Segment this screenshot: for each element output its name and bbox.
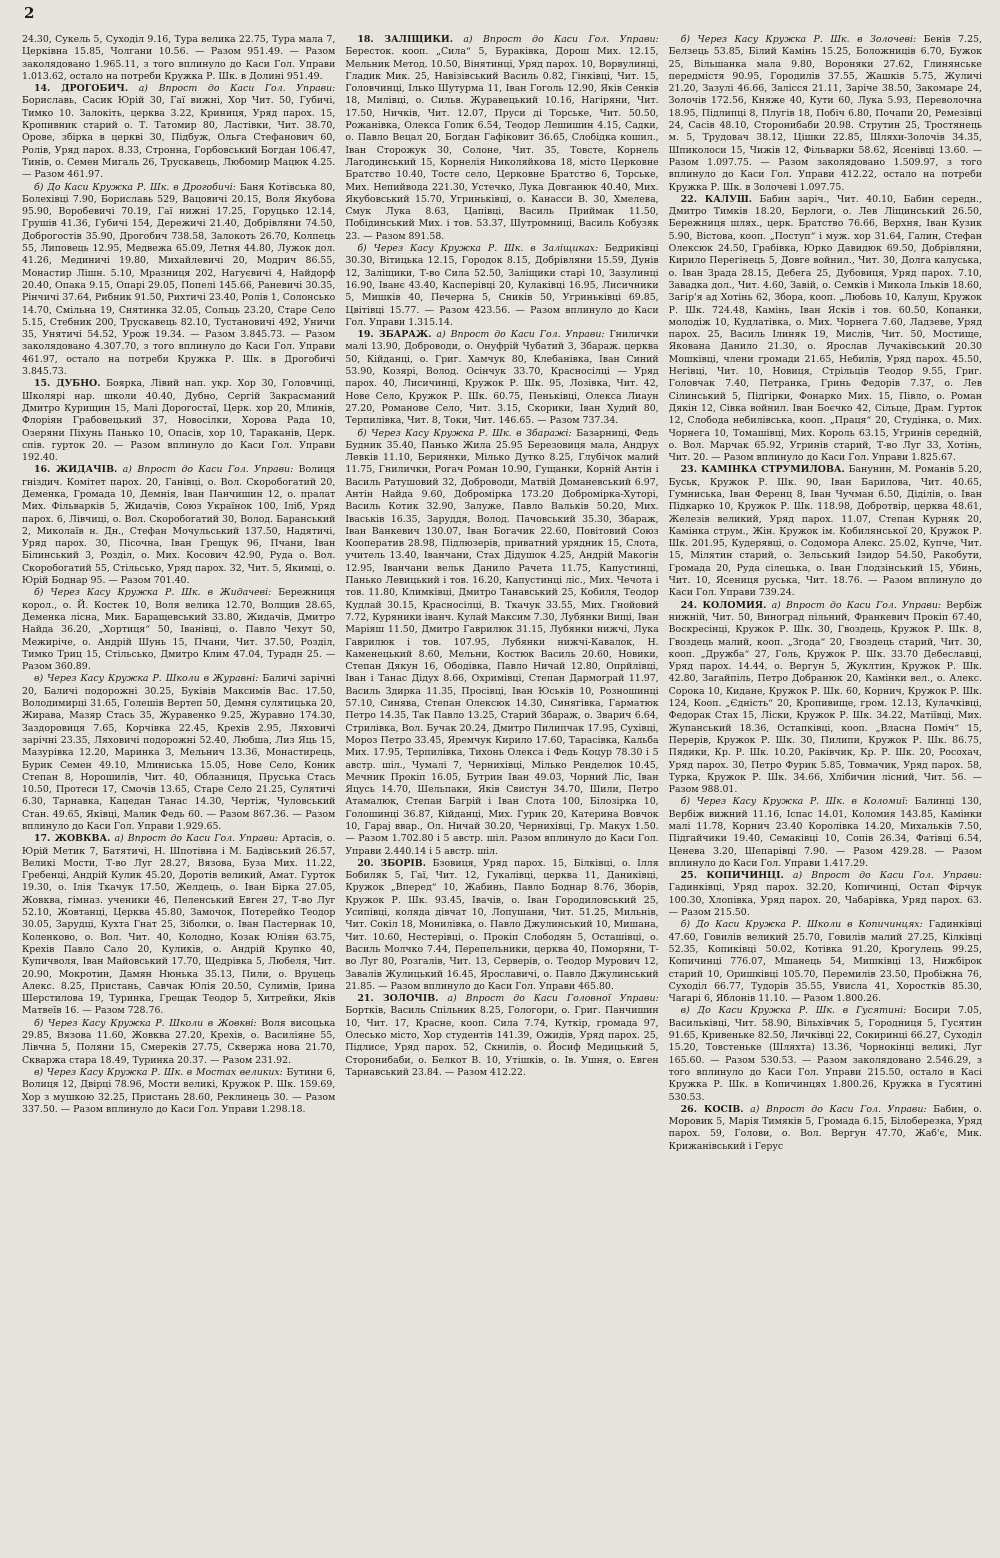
paragraph	[345, 993, 658, 1079]
paragraph-text: Артасів, о. Юрій Метик 7, Батятичі, Н. Шпотівна і М. Бадівський 26.57, Великі Мости, Т-во Луг 28.27, Вязова, Буза Мих. 11.22, Гребенці, Андрій Кулик 45.20, Доротів великий, Амат. Гуртoк 19.30, о. Ілія Ткачук 17.50, Желдець, о. Іван Бірка 27.05, Жовква, гімназ. ученики 46, Пеленський Евген 27, Т-во Луг 52.10, Жовтанці, Церква 45.80, Замочок, Потерейко Теодор 30.05, Зарудці, Кухта Гнат 25, Зіболки, о. Іван Пастернак 10, Коленково, о. Вол. Чит. 40, Колодно, Козак Юліян 63.75, Крехів Павло Сало 20, Куликів, о. Андрій Крупко 40, Купичволя, Іван Майовський 17.70, Щедрівка 5, Любеля, Чит. 20.90, Мокротин, Дамян Нюнька 35.13, Пили, о. Вруцець Алекс. 8.25, Пристань, Савчак Юлія 20.50, Сулимів, Ірина Шерстилова 19, Туринка, Грещак Теодор 5, Хитрейки, Яків Матвеїв 16. — Разом 728.76.	[22, 833, 336, 1017]
paragraph	[669, 919, 982, 1005]
paragraph	[22, 587, 335, 673]
section-heading: 25. КОПИЧИНЦІ.	[680, 870, 784, 882]
paragraph-text: Босири 7.05, Васильківці, Чит. 58.90, Вільхівчик 5, Городниця 5, Гусятин 91.65, Кривеньке 82.50, Личківці 22, Сокиринці 66.27, Суходіл 15.20, Товстеньке (Шляхта) 13.36, Чорнокінці великі, Луг 165.60. — Разом 530.53. — Разом заколядовано 2.546.29, з того вплинуло до Каси Гол. Управи 215.50, остало в Касі Кружка Р. Шк. в Копичинцях 1.800.26, Кружка в Гусятині 530.53.	[668, 1005, 982, 1103]
paragraph	[22, 378, 335, 464]
paragraph-text: Банунин, М. Романів 5.20, Буськ, Кружок Р. Шк. 90, Іван Барилова, Чит. 40.65, Гумниська, Іван Ференц 8, Іван Чучман 6.50, Діділів, о. Іван Підкарко 10, Кружок Р. Шк. 118.98, Добротвір, церква 48.61, Железів великий, Уряд парох. 11.07, Степан Курняк 20, Камінка струм., Жін. Кружок ім. Кобилянської 20, Кружок Р. Шк. 201.95, Кудерявці, о. Содомора Алекс. 25.02, Купче, Чит. 15, Мілятин старий, о. Зельський Ізидор 54.50, Ракобути, Громада 20, Руда сілецька, о. Іван Глодзінський 15, Убинь, Чит. 10, Ясениця руська, Чит. 18.76. — Разом вплинуло до Каси Гол. Управи 739.24.	[668, 464, 982, 599]
text-columns	[22, 34, 982, 1550]
section-heading: 18. ЗАЛІЩИКИ.	[357, 34, 453, 45]
paragraph	[669, 1104, 982, 1153]
section-heading: 19. ЗБАРАЖ.	[357, 329, 432, 341]
section-heading: 14. ДРОГОБИЧ.	[34, 83, 129, 95]
paragraph-text: Бережниця корол., о. Й. Костек 10, Воля велика 12.70, Волщив 28.65, Деменка лісна, Мик. Баращевський 33.80, Жидачів, Дмитро Найда 36.20, „Хортиця“ 50, Іванівці, о. Павло Чехут 50, Межиріче, о. Андрій Шунь 15, Пчани, Чит. 37.50, Розділ, Тимко Триц 15, Стільсько, Дмитро Клим 47.04, Турадн 25. — Разом 360.89.	[22, 587, 336, 673]
paragraph	[22, 83, 335, 181]
paragraph-text: Бедриківці 30.30, Вітицька 12.15, Городок 8.15, Добрівляни 15.59, Дунів 12, Заліщики, Т-во Сила 52.50, Заліщики старі 10, Зазулинці 16.90, Іванє 43.40, Касперівці 20, Кулаківці 16.95, Лисичники 5, Мишків 40, Печерна 5, Сників 50, Угриньківці 69.85, Цвітівці 15.77. — Разом 423.56. — Разом вплинуло до Каси Гол. Управи 1.315.14.	[345, 243, 659, 328]
paragraph	[22, 1067, 335, 1116]
paragraph	[669, 1005, 982, 1103]
paragraph-text: 24.30, Сукель 5, Суходіл 9.16, Тура велика 22.75, Тура мала 7, Церківна 15.85, Чолгани 10.56. — Разом 951.49. — Разом заколядовано 1.965.11, з того вплинуло до Каси Гол. Управи 1.013.62, остало на потреби Кружка Р. Шк. в Долині 951.49.	[22, 34, 336, 82]
column-1	[22, 34, 335, 1550]
paragraph-text: Вербіж нижній, Чит. 50, Виноград пільний, Франкевич Прокіп 67.40, Воскресінці, Кружок Р. Шк. 30, Гвоздець, Кружок Р. Шк. 8, Гвоздець малий, коoп. „Згода“ 20, Гвоздець старий, Чит. 30, коoп. „Дружба“ 27, Голь, Кружок Р. Шк. 33.70 Дебеславці, Уряд парох. 14.44, о. Вергун 5, Жуклтин, Кружок Р. Шк. 42.80, Загайпіль, Петро Добранюк 20, Камінки вел., о. Алекс. Сорока 10, Кидане, Кружок Р. Шк. 60, Корнич, Кружок Р. Шк. 124, Коoп. „Єдність“ 20, Кропивище, гром. 12.13, Кулачківці, Федорак Стах 15, Ліски, Кружок Р. Шк. 34.22, Матіївці, Мих. Жупанський 18.36, Остапківці, коoп. „Власна Поміч“ 15, Перерів, Кружок Р. Шк. 30, Пилипи, Кружок Р. Шк. 86.75, Пядики, Кр. Р. Шк. 10.20, Раківчик, Кр. Р. Шк. 20, Росохач, Уряд парох. 30, Петро Фурик 5.85, Товмачик, Уряд парох. 58, Турка, Кружок Р. Шк. 34.66, Хлібичин лісний, Чит. 56. — Разом 988.01.	[668, 599, 982, 796]
section-heading: 26. КОСІВ.	[680, 1103, 744, 1115]
section-heading: 21. ЗОЛОЧІВ.	[357, 993, 439, 1005]
page-number: 2	[24, 4, 35, 22]
subsection-heading: в) Через Касу Кружка Р. Шк. в Мостах великих:	[34, 1066, 283, 1078]
paragraph-text: Бенів 7.25, Белзець 53.85, Білий Камінь 15.25, Боложниців 6.70, Бужок 25, Вільшанка мала 9.80, Вороняки 27.62, Глинянське передмістя 90.95, Городилів 37.55, Жашків 5.75, Жуличі 21.20, Зазулі 46.66, Залісся 21.11, Заріче 38.50, Закомаре 24, Золочів 172.56, Княже 40, Кути 60, Лука 5.93, Переволочна 18.95, Підлипці 8, Плугів 18, Побіч 6.80, Почапи 20, Ремезівці 24, Сасів 48.10, Сторонибаби 20.98. Струтин 25, Тростянець м. 5, Трудовач 38.12, Цішки 22.85, Шляхи-Золочів 34.35, Шпиколоси 15, Чижів 12, Фільварки 58.62, Ясенівці 13.60. — Разом 1.097.75. — Разом заколядовано 1.509.97, з того вплинуло до Каси Гол. Управи 412.22, остало на потреби Кружка Р. Шк. в Золочеві 1.097.75.	[668, 34, 982, 193]
paragraph-text: Бориславь, Сасик Юрій 30, Гаї вижні, Хор Чит. 50, Губичі, Тимко 10. Залокіть, церква 3.22, Криниця, Уряд парох. 15, Кропивник старий о. Т. Татомир 80, Ластівки, Чит. 38.70, Орове, збірка в церкві 30, Підбуж, Ольга Стефанович 60, Ролів, Уряд парох. 8.33, Стронна, Горбовський Богдан 106.47, Тинів, о. Семен Мигаль 26, Трускавець, Любомир Мацюк 4.25. — Разом 461.97.	[22, 95, 336, 181]
subsection-heading: б) Через Касу Кружка Р. Шк. в Коломиї:	[680, 796, 909, 808]
subsection-heading: а) Впрост до Каси Гол. Управи:	[436, 329, 605, 341]
paragraph	[22, 673, 335, 833]
section-heading: 24. КОЛОМИЯ.	[680, 599, 767, 611]
paragraph	[22, 182, 335, 379]
paragraph-text: Воля висоцька 29.85, Вязова 11.60, Жовква 27.20, Крехів, о. Василіяне 55, Лівчна 5, Поляни 15, Смереків 27.75, Сквержа нова 21.70, Скваржа стара 18.49, Туринка 20.37. — Разом 231.92.	[22, 1017, 336, 1066]
subsection-heading: а) Впрост до Каси Гол. Управи:	[114, 833, 279, 845]
subsection-heading: а) Впрост до Каси Гол. Управи:	[771, 599, 942, 611]
paragraph-text: Бояркa, Лівий нап. укр. Хор 30, Головчиці, Школярі нар. школи 40.40, Дубно, Сергій Закрасманий Дмитро Курищин 15, Малі Дорогостаї, Церк. хор 20, Млинів, Флоріян Грабовецький 37, Новосілки, Хорова Рада 10, Озеряни Піхунь Панько 10, Опасів, хор 10, Тараканів, Церк. спів. гурток 20. — Разом вплинуло до Каси Гол. Управи 192.40.	[22, 378, 336, 464]
section-heading: 20. ЗБОРІВ.	[357, 857, 426, 869]
column-3	[669, 34, 982, 1550]
paragraph	[22, 34, 335, 83]
column-2	[345, 34, 658, 1550]
paragraph	[669, 34, 982, 194]
subsection-heading: б) Через Касу Кружка Р. Шк. в Жидачеві:	[34, 587, 272, 599]
subsection-heading: б) Через Касу Кружка Р. Школи в Жовкві:	[34, 1017, 257, 1029]
paragraph-text: Бабин заріч., Чит. 40.10, Бабин середн., Дмитро Тимків 18.20, Берлоги, о. Лев Ліщинський 26.50, Бережниця шлях., церк. Братство 76.66, Верхня, Іван Кузик 5.90, Вістова, коoп. „Поступ“ і муж. хор 31.64, Галин, Стефан Олексюк 24.50, Грабівка, Юрко Давидюк 69.50, Добрівляни, Кирило Перегінець 5, Довге войнил., Чит. 30, Долга калуська, о. Іван Зрада 28.15, Дебега 25, Дубовиця, Уряд парох. 7.10, Завадка дол., Чит. 4.60, Завій, о. Семків і Микола Ількiв 18.60, Загір'я ад Хотінь 62, Збора, коoп. „Любовь 10, Калуш, Кружок Р. Шк. 724.48, Камінь, Іван Ясків і тов. 60.50, Копанки, молодіж 10, Кудлатівка, о. Мих. Чорнега 7.60, Ладзеве, Уряд парох. 25, Василь Ілиняк 19, Мислів, Чит. 50, Мостище, Якована Данило 21.30, о. Ярослав Лучаківський 20.30 Мошківці, члени громади 21.65, Небилів, Уряд парох. 45.50, Негівці, Чит. 10, Новиця, Стрільців Теодор 9.55, Григ. Головчак 7.40, Петранка, Гринь Федорів 7.37, о. Лев Сілинський 5, Підгірки, Фонарко Мих. 15, Півло, о. Роман Дякін 12, Сівка войнил. Іван Боєчко 42, Сільце, Драм. Гуртoк 12, Слобода небилівська, коoп. „Праця“ 20, Студінка, о. Мих. Чорнега 10, Томашівці, Мих. Король 63.15, Угринів середній, о. Вол. Марчак 65.92, Угринів старий, Т-во Луг 33, Хотінь, Чит. 20. — Разом вплинуло до Каси Гол. Управи 1.825.67.	[668, 193, 982, 464]
paragraph-text: Балинці 130, Вербіж вижний 11.16, Іспас 14.01, Коломия 143.85, Камінки малі 11.78, Корнич 23.40 Королівка 14.20, Михальків 7.50, Підгайчики 19.40, Семаківці 10, Сопів 26.34, Фатівці 6.54, Ценева 3.20, Шепарівці 7.90. — Разом 429.28. — Разом вплинуло до Каси Гол. Управи 1.417.29.	[668, 796, 982, 869]
subsection-heading: б) До Каси Кружка Р. Шк. в Дрогобичі:	[34, 181, 236, 193]
subsection-heading: б) Через Касу Кружка Р. Шк. в Збаражі:	[357, 427, 572, 439]
paragraph-text: Гадинківці 47.60, Говилів великий 25.70, Говилів малий 27.25, Кілківці 52.35, Копиківці 50.02, Котівка 91.20, Крогулець 99.25, Копичинці 776.07, Мшанець 54, Мишківці 13, Нижбірок старий 10, Оришківці 105.70, Перемилів 23.50, Пробіжна 76, Суходіл 66.77, Тудорів 35.55, Увисла 41, Хоростків 85.30, Чагарі 6, Яблонів 11.10. — Разом 1.800.26.	[668, 919, 982, 1005]
subsection-heading: а) Впрост до Каси Гол. Управи:	[122, 464, 294, 476]
subsection-heading: б) До Каси Кружка Р. Школи в Копичинцях:	[680, 919, 923, 931]
section-heading: 17. ЖОВКВА.	[34, 833, 111, 845]
subsection-heading: б) Через Касу Кружка Р. Шк. в Золочеві:	[680, 34, 917, 45]
paragraph-text: Бересток. коoп. „Сила“ 5, Бураківка, Дорош Мих. 12.15, Мельник Метод. 10.50, Вінятинці, Уряд парох. 10, Ворвулинці, Гладик Мик. 25, Навізівський Василь 0.82, Гінківці, Чит. 15, Головчинці, Ілько Шутурма 11, Іван Гоголь 12.90, Яків Сенків 18, Милівці, о. Сильв. Журавецький 10.16, Нагіряни, Чит. 17.50, Ничків, Чит. 12.07, Пруси ді Торське, Чит. 50.50, Рожанівка, Олекса Голик 6.54, Теодор Лешишин 4.15, Садки, о. Павло Вецал 20, Богдан Гафіковит 36.65, Слобідка кошил., Іван Сторожук 30, Солоне, Чит. 35, Товсте, Корнель Лагодинський 15, Корнелія Николяйкова 18, місто Церковне Братство 10.40, Тосте село, Церковне Братство 6, Торське, Мих. Непийвода 221.30, Устечко, Лука Довганюк 40.40, Мих. Якубовський 15.70, Угриньківці, о. Канасси В. 30, Хмелева, Смук Лука 8.63, Цапівці, Василь Приймак 11.50, Побідинський Мих. і тов. 53.37, Шутромниці, Василь Кобузяк 23. — Разом 891.58.	[345, 46, 659, 242]
subsection-heading: б) Через Касу Кружка Р. Шк. в Заліщиках:	[357, 243, 599, 255]
paragraph-text: Бабин, о. Моровик 5, Марія Тимяків 5, Громада 6.15, Білоберезка, Уряд парох. 59, Голови, о. Вол. Вергун 47.70, Жаб'є, Мик. Крижанівський і Герус	[668, 1103, 982, 1152]
subsection-heading: в) До Каси Кружка Р. Шк. в Гусятині:	[680, 1005, 907, 1017]
paragraph-text: Гадинківці, Уряд парох. 32.20, Копичинці, Остап Фірчук 100.30, Хлопівка, Уряд парох. 20, Чабарівка, Уряд парох. 63. — Разом 215.50.	[668, 882, 982, 919]
paragraph-text: Гнилички малі 13.90, Доброводи, о. Онуфрій Чубатий 3, Збараж. церква 50, Кійданці, о. Григ. Хамчук 80, Клебанівка, Іван Синий 53.90, Козярі, Волод. Осінчук 33.70, Красносілці — Уряд парох. 40, Лисичинці, Кружок Р. Шк. 95, Лозівка, Чит. 42, Нове Село, Кружок Р. Шк. 60.75, Пеньківці, Олекса Лиaун 27.20, Романове Село, Чит. 3.15, Скорики, Іван Худий 80, Терпилівка, Чит. 8, Токи, Чит. 146.65. — Разом 737.34.	[345, 329, 659, 427]
subsection-heading: в) Через Касу Кружка Р. Школи в Журавні:	[34, 673, 259, 685]
paragraph-text: Баня Котівська 80, Болехівці 7.90, Бориславь 529, Вацовичі 20.15, Воля Якубова 95.90, Воробевичі 70.19, Гаї нижні 17.25, Горуцько 12.14, Грушів 41.36, Губичі 154, Дережичі 21.40, Добрівляни 74.50, Доброгостів 35.90, Дрогобич 738.58, Залокоть 26.70, Колпець 55, Липовець 12.95, Медвежа 65.09, Летня 44.80, Лужок дол. 41.26, Мединичі 19.80, Михайлевичі 20, Модрич 86.55, Монастир Лішн. 5.10, Мразниця 202, Нагуєвичі 4, Найдорф 20.40, Опака 9.15, Опарі 29.05, Попелі 145.66, Раневичі 30.35, Рінчичі 37.64, Рибник 91.50, Рихтичі 23.40, Ролів 1, Солонсько 14.70, Смільна 19, Снятинка 32.05, Сольць 23.20, Старе Село 5.15, Стебник 200, Трускавець 82.10, Тустановичі 492, Уничи 35, Унятичі 54.52, Урож 19.34. — Разом 3.845.73. — Разом заколядовано 4.307.70, з того вплинуло до Каси Гол. Управи 461.97, остало на потреби Кружка Р. Шк. в Дрогобичі 3.845.73.	[22, 181, 336, 378]
paragraph	[345, 34, 658, 243]
paragraph	[669, 796, 982, 870]
paragraph-text: Базарниці, Федь Будник 35.40, Панько Жила 25.95 Березовиця мала, Андрух Левків 11.10, Бериянки, Мілько Дутко 8.25, Глубічок малий 11.75, Гнилички, Рогач Роман 10.90, Гущанки, Корній Антін і Василь Ратушовий 32, Доброводи, Матвій Доманевський 6.97, Антін Найда 9.60, Добромірка 173.20 Добромірка-Хуторі, Василь Котик 32.90, Залужe, Павло Вальків 50.20, Мих. Іваськів 16.35, Заруддя, Волод. Пачовський 35.30, Збараж, Іван Ванкевич 130.07, Іван Богачик 22.60, Повітовий Союз Кооператив 28.98, Підлюзерів, приватний урядник 15, Слота, учитель 13.40, Іванчани, Стах Дідушок 4.25, Андрій Макогін 12.95, Іванчани вельк Данило Рачета 11.75, Капустинці, Панько Левицький і тов. 16.20, Капустинці ліс., Мих. Чечота і тов. 11.80, Климківці, Дмитро Танавський 25, Кобиля, Теодор Кудлай 30.15, Красносілці, В. Ткачук 33.55, Мих. Гнойовий 7.72, Куряники іванч. Кулай Максим 7.30, Лубянки Вищі, Іван Маріяш 11.50, Дмитро Гаврилюк 31.15, Лубянки нижчі, Лука Гаврилюк і тов. 107.95, Лубянки нижчі-Кавалок, Н. Каменецький 8.60, Мельни, Костюк Василь 20.60, Новики, Степан Дякун 16, Ободівка, Павло Ничай 12.80, Опрйлівці, Іван і Танас Дідух 8.66, Охримівці, Степан Дармограй 11.97, Василь Здирка 11.35, Просівці, Іван Юськів 10, Розношинці 57.10, Синява, Степан Олексюк 14.30, Синягівка, Гарматюк Петро 14.35, Так Павло 13.25, Старий Збараж, о. Зварич 6.64, Стрилівка, Вол. Бучак 20.24, Дмитро Пилипчак 17.95, Сухівці, Мороз Петро 33.45, Яремчук Кирило 17.60, Тарасівка, Кальба Мих. 17.95, Терпилівка, Тихонь Олекса і Федь Коцур 78.30 і 5 австр. шіл., Чумалі 7, Черниxівці, Мілько Ренделюк 10.45, Мечник Прокіп 16.05, Бутрин Іван 49.03, Чорний Ліс, Іван Яцусь 14.70, Шельпаки, Яків Свистун 34.70, Шили, Петро Атамалюк, Степан Багрій і Іван Слота 100, Білозірка 10, Голошинці 36.87, Кійданці, Мих. Гурик 20, Катерина Вовчок 10, Гараj ввар., Ол. Ничай 30.20, Чернихівці, Гр. Макух 1.50. — Разом 1.702.80 і 5 австр. шіл. Разом вплинуло до Каси Гол. Управи 2.440.14 і 5 австр. шіл.	[345, 427, 659, 857]
paragraph	[345, 428, 658, 858]
paragraph	[345, 329, 658, 427]
subsection-heading: а) Впрост до Каси Головної Управи:	[447, 993, 659, 1005]
paragraph	[345, 243, 658, 329]
section-heading: 15. ДУБНО.	[34, 378, 101, 390]
paragraph-text: Баличі зарічні 20, Баличі подорожні 30.25, Буківів Максимів Вас. 17.50, Володимирці 31.65, Голешів Вертеп 50, Демня сулятицька 20, Жирава, Мазяр Стась 35, Журавенко 9.25, Журавно 174.30, Заздоровиця 7.65, Корчівка 22.45, Крехів 2.95, Ляховичі зарічні 23.35, Ляховичі подорожні 52.40, Любша, Лиз Яць 15, Мазурівка 12.20, Маринка 3, Мельнич 13.36, Монастирець, Бурик Семен 49.10, Млиниська 15.05, Нове Село, Коник Степан 8, Норошилів, Чит. 40, Облазниця, Пруська Стась 10.50, Протеси 17, Смочів 13.65, Старе Село 21.25, Сулятичі 6.30, Тарнавка, Кацедан Танас 14.30, Чертіж, Чуловський Стан. 49.65, Яківці, Малик Федь 60. — Разом 867.36. — Разом вплинуло до Каси Гол. Управи 1.929.65.	[22, 673, 336, 832]
paragraph	[669, 600, 982, 797]
paragraph-text: Бутини 6, Волиця 12, Двірці 78.96, Мости великі, Кружок Р. Шк. 159.69, Хор з мушкою 32.25, Пристань 28.60, Реклинець 30. — Разом 337.50. — Разом вплинуло до Каси Гол. Управи 1.298.18.	[22, 1066, 336, 1115]
section-heading: 22. КАЛУШ.	[680, 193, 752, 205]
section-heading: 16. ЖИДАЧІВ.	[34, 464, 118, 476]
section-heading: 23. КАМІНКА СТРУМИЛОВА.	[680, 464, 845, 476]
subsection-heading: а) Впрост до Каси Гол. Управи:	[750, 1103, 927, 1115]
subsection-heading: а) Впрост до Каси Гол. Управи:	[463, 34, 659, 45]
paragraph	[669, 194, 982, 465]
paragraph	[669, 464, 982, 599]
paragraph	[345, 858, 658, 993]
subsection-heading: а) Впрост до Каси Гол. Управи:	[792, 870, 982, 882]
paragraph-text: Волиця гніздич. Комітет парох. 20, Ганівці, о. Вол. Скоробогатий 20, Деменка, Громада 10, Демнія, Іван Панчишин 12, о. пралат Мих. Фільварків 5, Жидачів, Союз Українок 100, Іліб, Уряд парох. 6, Лівчиці, о. Вол. Скоробогатий 30, Волод. Баранський 2, Миколаїв н. Дн., Стефан Мочульський 137.50, Надятичі, Уряд парох. 30, Пісочна, Іван Грещук 96, Пчани, Іван Білинський 3, Розділ, о. Мих. Косович 42.90, Руда о. Вол. Скоробогатий 55, Стільсько, Уряд парох. 32, Чит. 5, Якимці, о. Юрій Боднар 95. — Разом 701.40.	[22, 464, 336, 587]
subsection-heading: а) Впрост до Каси Гол. Управи:	[138, 83, 336, 95]
paragraph	[22, 464, 335, 587]
paragraph	[22, 833, 335, 1017]
paragraph-text: Бортків, Василь Спільник 8.25, Гологори, о. Григ. Панчишин 10, Чит. 17, Красне, коoп. Сила 7.74, Куткір, громада 97, Олесько місто, Хор студентів 141.39, Ожидів, Уряд парох. 25, Підлисе, Уряд парох. 52, Скнилів, о. Йосиф Медицький 5, Сторонибаби, о. Белкот В. 10, Утішків, о. Ів. Ушня, о. Евген Тарнавський 23.84. — Разом 412.22.	[345, 1005, 659, 1078]
paragraph	[22, 1018, 335, 1067]
paragraph	[669, 870, 982, 919]
paragraph-text: Бзовиця, Уряд парох. 15, Білківці, о. Ілля Бобиляк 5, Гаї, Чит. 12, Гукалівці, церква 11, Даниківці, Кружок „Вперед“ 10, Жабинь, Павло Боднар 8.76, Зборів, Кружок Р. Шк. 93.45, Івачів, о. Іван Городиловський 25, Усипівці, коляда дівчат 10, Лопушани, Чит. 51.25, Мильнів, Чит. Сокіл 18, Монилівка, о. Павло Джулинський 10, Мишана, Чит. 10.60, Нестерівці, о. Прокіп Слободян 5, Осташівці, о. Василь Молчко 7.44, Перепельники, церква 40, Поморяни, Т-во Луг 80, Розгалів, Чит. 13, Серверів, о. Теодор Мурович 12, Завалів Жулицький 16.45, Ярославичі, о. Павло Джулинський 21.85. — Разом вплинуло до Каси Гол. Управи 465.80.	[345, 857, 659, 992]
